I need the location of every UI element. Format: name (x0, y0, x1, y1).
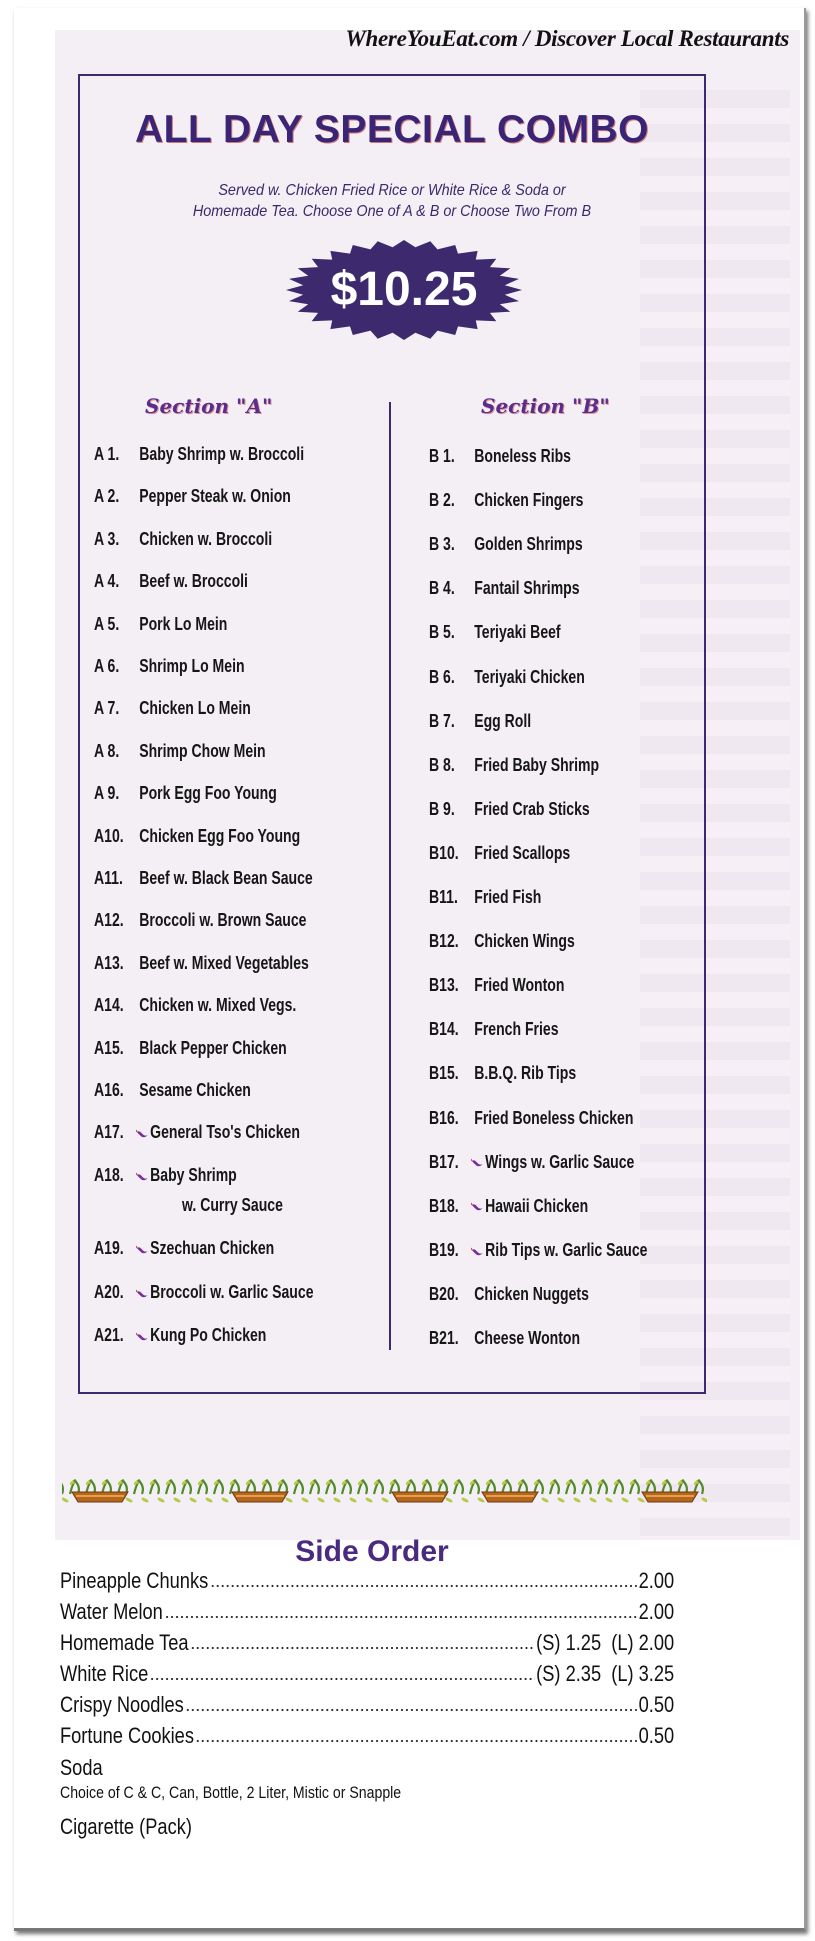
item-number: A 1. (94, 444, 120, 464)
side-order-item (60, 1597, 674, 1625)
item-name: Water Melon (60, 1599, 163, 1624)
item-name: Cheese Wonton (474, 1328, 581, 1348)
hot-pepper-icon (136, 1283, 150, 1304)
menu-item (94, 1282, 314, 1306)
item-number: A16. (94, 1080, 124, 1100)
dot-leader (210, 1584, 637, 1588)
site-watermark: WhereYouEat.com / Discover Local Restaurants (345, 26, 789, 51)
combo-subtitle-2: Homemade Tea. Choose One of A & B or Choose Two From B (192, 203, 592, 220)
section-a-title: Section "A" (145, 394, 273, 418)
item-price: (S) 2.35 (L) 3.25 (536, 1661, 675, 1686)
menu-item (429, 711, 531, 735)
item-price: (S) 1.25 (L) 2.00 (536, 1630, 675, 1655)
hot-pepper-icon (136, 1166, 150, 1187)
menu-item (94, 953, 309, 977)
item-name: Hawaii Chicken (485, 1195, 589, 1216)
menu-item (94, 1038, 287, 1062)
item-number: B 8. (429, 754, 455, 775)
item-number: A11. (94, 868, 123, 888)
item-name: Teriyaki Beef (474, 622, 561, 643)
dot-leader (196, 1739, 637, 1743)
item-number: B10. (429, 842, 459, 863)
item-number: A 7. (94, 698, 120, 719)
item-name: Chicken Fingers (474, 490, 584, 511)
item-number: B19. (429, 1239, 459, 1260)
item-name: Sesame Chicken (139, 1080, 251, 1100)
item-name: Chicken Lo Mein (139, 698, 251, 719)
item-number: A 2. (94, 486, 120, 507)
side-order-title: Side Order (295, 1535, 449, 1568)
menu-item (94, 614, 227, 638)
item-number: B16. (429, 1107, 459, 1128)
hot-pepper-icon (471, 1241, 485, 1262)
item-number: A14. (94, 995, 124, 1016)
combo-title: ALL DAY SPECIAL COMBO (135, 108, 649, 151)
item-name: White Rice (60, 1661, 149, 1686)
item-name: Chicken w. Broccoli (139, 528, 273, 549)
item-number: A15. (94, 1037, 124, 1058)
item-name: Fried Scallops (474, 842, 571, 863)
item-number: B21. (429, 1328, 459, 1348)
item-name: Baby Shrimp w. Broccoli (139, 444, 305, 464)
menu-item (429, 975, 564, 999)
item-name: Beef w. Broccoli (139, 571, 248, 592)
menu-item (429, 1152, 634, 1176)
menu-item (94, 486, 291, 510)
menu-item (94, 741, 266, 765)
menu-item (429, 490, 583, 514)
item-name: Wings w. Garlic Sauce (485, 1151, 635, 1172)
item-name: B.B.Q. Rib Tips (474, 1063, 577, 1084)
side-order-item (60, 1659, 674, 1687)
item-number: A 3. (94, 528, 120, 549)
item-price: 0.50 (638, 1692, 675, 1717)
item-name: Crispy Noodles (60, 1692, 184, 1717)
item-number: A20. (94, 1281, 124, 1302)
item-price: 0.50 (638, 1723, 675, 1748)
menu-item (429, 1196, 588, 1220)
menu-item (94, 529, 272, 553)
cigarette-item (60, 1812, 192, 1840)
menu-item (429, 1240, 647, 1264)
item-number: A12. (94, 910, 124, 931)
item-name: Pork Egg Foo Young (139, 783, 277, 804)
item-number: B15. (429, 1063, 459, 1084)
menu-item (429, 446, 571, 470)
item-number: A 4. (94, 571, 120, 592)
menu-item (429, 887, 541, 911)
menu-item (429, 1328, 580, 1352)
item-number: B12. (429, 931, 459, 952)
menu-item (429, 1019, 559, 1043)
item-name: Chicken Egg Foo Young (139, 825, 301, 846)
item-number: B14. (429, 1019, 459, 1040)
menu-item (429, 799, 590, 823)
menu-item (94, 995, 296, 1019)
menu-item (429, 622, 561, 646)
menu-item (94, 698, 251, 722)
item-name: Fried Baby Shrimp (474, 754, 600, 775)
menu-item (94, 826, 300, 850)
hot-pepper-icon (471, 1196, 485, 1217)
item-number: A 5. (94, 613, 120, 634)
item-number: B 5. (429, 622, 455, 643)
item-number: A21. (94, 1325, 124, 1346)
menu-item (429, 755, 599, 779)
hot-pepper-icon (136, 1123, 150, 1144)
section-b-title: Section "B" (481, 394, 610, 418)
garland-decoration-icon (62, 1474, 707, 1508)
item-name: Fried Fish (474, 887, 542, 907)
item-number: B 6. (429, 666, 455, 687)
menu-item (94, 783, 277, 807)
item-name: Kung Po Chicken (150, 1325, 267, 1346)
item-name: Soda (60, 1755, 103, 1780)
item-number: B 3. (429, 534, 455, 555)
item-name: Fried Boneless Chicken (474, 1107, 634, 1128)
item-number: B11. (429, 887, 458, 907)
section-divider (389, 402, 391, 1350)
menu-item (429, 578, 580, 602)
item-name: Homemade Tea (60, 1630, 189, 1655)
item-number: B 7. (429, 710, 455, 731)
item-number: B 2. (429, 490, 455, 511)
side-order-item (60, 1566, 674, 1594)
item-name: Fortune Cookies (60, 1723, 194, 1748)
menu-item (94, 1238, 274, 1262)
item-name: Chicken Wings (474, 931, 575, 952)
item-name: Cigarette (Pack) (60, 1814, 192, 1839)
item-number: A 6. (94, 656, 120, 676)
item-number: B 9. (429, 798, 455, 819)
item-number: A18. (94, 1164, 124, 1185)
menu-item (429, 1284, 589, 1308)
item-name: Beef w. Mixed Vegetables (139, 952, 309, 973)
menu-item (429, 667, 585, 691)
item-name: French Fries (474, 1019, 559, 1040)
dot-leader (185, 1708, 637, 1712)
item-number: A 9. (94, 783, 120, 804)
price-badge (284, 239, 524, 341)
item-name: Fried Wonton (474, 975, 565, 996)
item-name: Shrimp Chow Mein (139, 740, 266, 761)
combo-price: $10.25 (330, 263, 478, 316)
item-name: Baby Shrimp (150, 1164, 237, 1185)
menu-item (429, 1063, 576, 1087)
item-price: 2.00 (638, 1568, 675, 1593)
menu-item (94, 656, 245, 680)
menu-item (429, 843, 570, 867)
item-name: Pork Lo Mein (139, 613, 228, 634)
item-number: B17. (429, 1151, 459, 1172)
menu-item (94, 444, 304, 468)
item-name: Fried Crab Sticks (474, 798, 590, 819)
item-name: Rib Tips w. Garlic Sauce (485, 1239, 648, 1260)
item-name: Egg Roll (474, 710, 532, 731)
item-number: A13. (94, 952, 124, 973)
item-name: Szechuan Chicken (150, 1238, 275, 1259)
menu-item (94, 1325, 266, 1349)
soda-note: Choice of C & C, Can, Bottle, 2 Liter, Mistic or Snapple (60, 1783, 402, 1802)
menu-item (94, 868, 313, 892)
item-name: Black Pepper Chicken (139, 1037, 287, 1058)
item-number: B20. (429, 1283, 459, 1304)
item-name: General Tso's Chicken (150, 1122, 300, 1143)
item-number: B18. (429, 1195, 459, 1216)
item-name: Pineapple Chunks (60, 1568, 209, 1593)
menu-item-continued: w. Curry Sauce (182, 1194, 283, 1215)
menu-item (429, 534, 583, 558)
menu-item (429, 931, 575, 955)
item-price: 2.00 (638, 1599, 675, 1624)
hot-pepper-icon (136, 1239, 150, 1260)
side-order-item (60, 1690, 674, 1718)
dot-leader (190, 1646, 534, 1650)
dot-leader (150, 1677, 535, 1681)
item-name: Chicken w. Mixed Vegs. (139, 995, 297, 1016)
side-order-item (60, 1628, 674, 1656)
side-order-item (60, 1721, 674, 1749)
hot-pepper-icon (471, 1152, 485, 1173)
hot-pepper-icon (136, 1326, 150, 1347)
item-name: Shrimp Lo Mein (139, 656, 245, 676)
item-name: Golden Shrimps (474, 534, 583, 555)
item-number: A 8. (94, 740, 120, 761)
menu-item (94, 571, 248, 595)
dot-leader (164, 1615, 637, 1619)
menu-item (94, 1080, 251, 1104)
combo-subtitle-1: Served w. Chicken Fried Rice or White Rice & Soda or (218, 182, 566, 199)
item-name: Chicken Nuggets (474, 1283, 589, 1304)
item-number: A19. (94, 1238, 124, 1259)
item-name: Beef w. Black Bean Sauce (139, 868, 313, 888)
item-number: A10. (94, 825, 124, 846)
menu-item (94, 1165, 237, 1189)
item-name: Boneless Ribs (474, 446, 571, 466)
item-name: Teriyaki Chicken (474, 666, 585, 687)
item-number: A17. (94, 1122, 124, 1143)
soda-item (60, 1753, 103, 1781)
item-number: B13. (429, 975, 459, 996)
item-name: Broccoli w. Brown Sauce (139, 910, 307, 931)
item-name: Broccoli w. Garlic Sauce (150, 1281, 314, 1302)
menu-item (94, 910, 306, 934)
item-number: B 4. (429, 578, 455, 599)
item-name: Fantail Shrimps (474, 578, 580, 599)
item-number: B 1. (429, 446, 455, 466)
menu-item (94, 1122, 300, 1146)
item-name: Pepper Steak w. Onion (139, 486, 291, 507)
menu-item (429, 1108, 633, 1132)
